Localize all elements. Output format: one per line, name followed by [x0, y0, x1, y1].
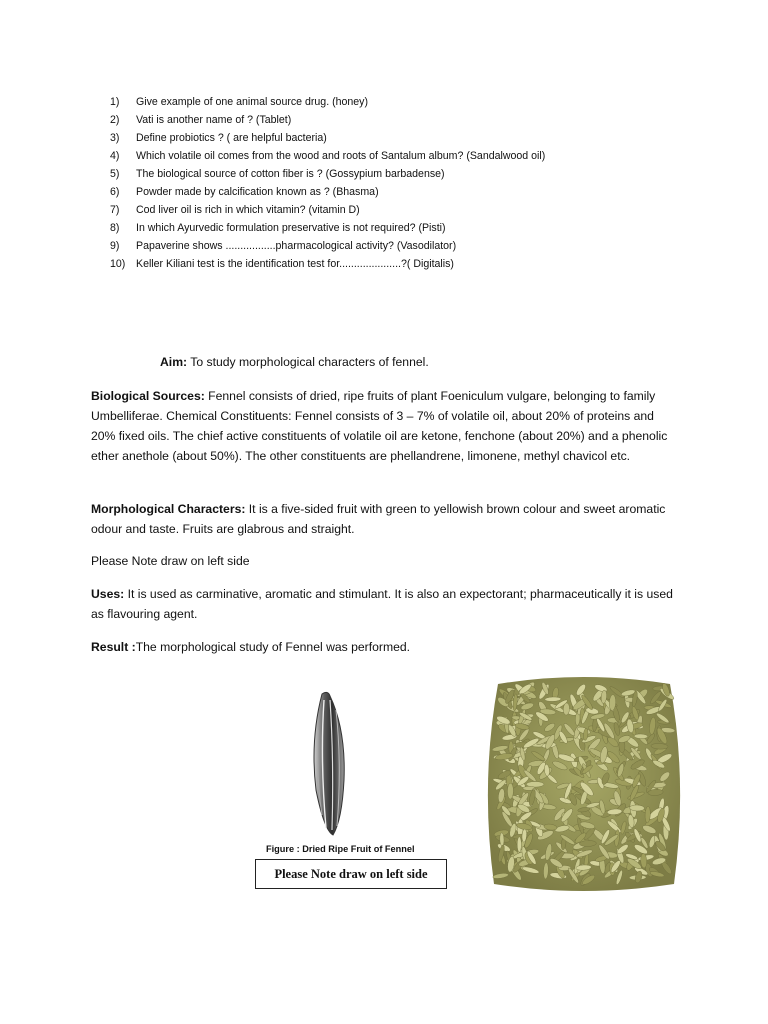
question-text: Give example of one animal source drug. (honey)	[136, 96, 369, 108]
question-item	[110, 165, 670, 183]
question-item	[110, 201, 670, 219]
question-text: Powder made by calcification known as ? (Bhasma)	[136, 186, 379, 198]
biological-sources-label: Biological Sources:	[91, 389, 205, 403]
result-label: Result :	[91, 640, 136, 654]
uses-text: It is used as carminative, aromatic and stimulant. It is also an expectorant; pharmaceutically it is used as flavouring agent.	[91, 587, 673, 621]
question-item	[110, 111, 670, 129]
uses-paragraph	[91, 584, 681, 624]
question-text: Keller Kiliani test is the identification test for.....................?( Digitalis)	[136, 258, 454, 270]
question-text: Cod liver oil is rich in which vitamin? (vitamin D)	[136, 204, 360, 216]
morphological-label: Morphological Characters:	[91, 502, 246, 516]
result-text: The morphological study of Fennel was performed.	[135, 640, 411, 654]
draw-note: Please Note draw on left side	[91, 554, 250, 568]
question-item	[110, 219, 670, 237]
question-item	[110, 93, 670, 111]
question-number: 4)	[110, 150, 120, 162]
question-number: 3)	[110, 132, 120, 144]
aim-label: Aim:	[160, 355, 188, 369]
aim-paragraph	[160, 352, 429, 372]
question-item	[110, 147, 670, 165]
question-number: 6)	[110, 186, 120, 198]
question-item	[110, 255, 670, 273]
question-text: Which volatile oil comes from the wood and roots of Santalum album? (Sandalwood oil)	[136, 150, 546, 162]
question-text: In which Ayurvedic formulation preservative is not required? (Pisti)	[136, 222, 446, 234]
morphological-characters-paragraph	[91, 499, 681, 539]
figure-caption: Figure : Dried Ripe Fruit of Fennel	[266, 844, 415, 854]
fennel-fruit-drawing	[300, 690, 370, 840]
question-number: 1)	[110, 96, 120, 108]
question-item	[110, 183, 670, 201]
question-number: 5)	[110, 168, 120, 180]
question-item	[110, 129, 670, 147]
question-text: Papaverine shows .................pharmacological activity? (Vasodilator)	[136, 240, 457, 252]
fennel-seeds-photo	[478, 672, 688, 897]
question-number: 2)	[110, 114, 120, 126]
question-number: 8)	[110, 222, 120, 234]
question-text: Define probiotics ? ( are helpful bacteria)	[136, 132, 327, 144]
morphological-text: It is a five-sided fruit with green to yellowish brown colour and sweet aromatic odour and taste. Fruits are glabrous and straight.	[91, 502, 666, 536]
question-number: 9)	[110, 240, 120, 252]
question-list	[110, 93, 670, 273]
question-text: The biological source of cotton fiber is ? (Gossypium barbadense)	[136, 168, 445, 180]
uses-label: Uses:	[91, 587, 125, 601]
result-paragraph	[91, 637, 681, 657]
question-number: 7)	[110, 204, 120, 216]
question-number: 10)	[110, 258, 126, 270]
biological-sources-paragraph	[91, 386, 681, 466]
question-item	[110, 237, 670, 255]
boxed-draw-note: Please Note draw on left side	[255, 859, 447, 889]
aim-text: To study morphological characters of fennel.	[187, 355, 429, 369]
biological-sources-text: Fennel consists of dried, ripe fruits of plant Foeniculum vulgare, belonging to family Umbelliferae. Chemical Constituents: Fennel consists of 3 – 7% of volatile oil, about 20% of proteins and 20% fixed oils. The chief active constituents of volatile oil are ketone, fenchone (about 20%) and a phenolic ether anethole (about 50%). The other constituents are phellandrene, limonene, methyl chavicol etc.	[91, 389, 668, 463]
question-text: Vati is another name of ? (Tablet)	[136, 114, 292, 126]
